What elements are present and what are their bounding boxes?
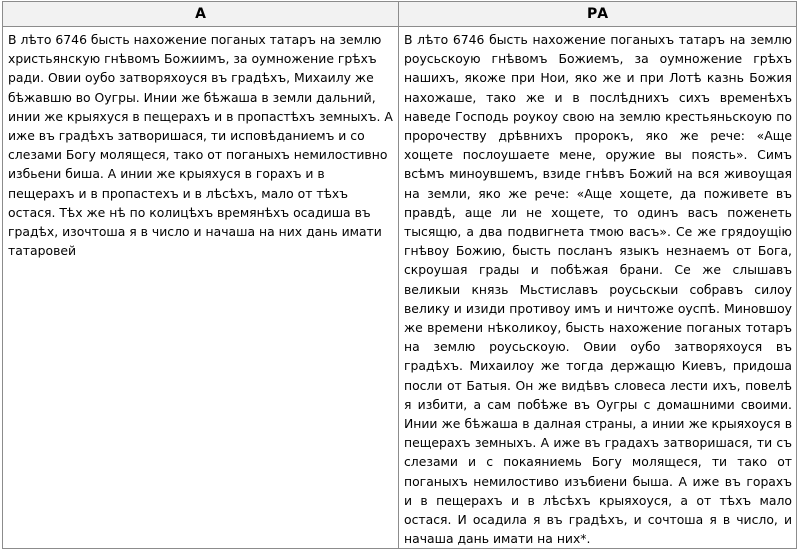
cell-ra <box>399 27 797 549</box>
table-row <box>3 27 797 549</box>
comparison-table <box>2 1 797 549</box>
text-version-ra: В лѣто 6746 бысть нахожение поганыхъ татаръ на землю роусьскоую гнѣвомъ Божиемъ, за оумножение грѣхъ нашихъ, якоже при Нои, яко же и при Лотѣ казнь Божия нахожаше, тако же и в послѣднихъ сихъ временѣхъ наведе Господь роукоу свою на землю крестьяньскоую по пророчеству дрѣвнихъ пророкъ, яко же рече: «Аще хощете послоушаете мене, оружие вы поясть». Симъ всѣмъ миноувшемъ, взиде гнѣвъ Божий на вся живоущая на земли, яко же рече: «Аще хощете, да поживете въ правдѣ, аще ли не хощете, то одинъ васъ поженеть тысящю, а два подвигнета тмою васъ». Се же грядоущію гнѣвоу Божию, бысть посланъ языкъ незнаемъ от Бога, скроушая грады и побѣжая брани. Се же слышавъ великыи князь Мьстиславъ роусьскыи собравъ силоу велику и изиди противоу имъ и ничтоже оуспѣ. Миновшоу же времени нѣколикоу, бысть нахожение поганых тотаръ на землю роусьскоую. Овии оубо затворяхоуся въ градѣхъ. Михаилоу же тогда держащю Киевъ, придоша посли от Батыя. Он же видѣвъ словеса лести ихъ, повелѣ я избити, а сам побѣже въ Оугры с домашними своими. Инии же бѣжаша в далная страны, а инии же крыяхоуся в пещерахъ земныхъ. А иже въ градахъ затворишася, ти съ слезами и с покаяниемь Богу молящеся, ти тако от поганыхъ немилостиво изъбиени быша. А иже въ горахъ и в пещерахъ и в лѣсѣхъ крыяхоуся, а от тѣхъ мало остася. И осадила я въ градѣхъ, и сочтоша я в число, и начаша дань имати на них*. <box>404 32 792 547</box>
column-header-a: А <box>3 2 399 27</box>
header-row <box>3 2 797 27</box>
column-header-ra: РА <box>399 2 797 27</box>
cell-a <box>3 27 399 549</box>
text-version-a: В лѣто 6746 бысть нахожение поганых татаръ на землю христьянскую гнѣвомъ Божиимъ, за оумножение грѣхъ ради. Овии оубо затворяхоуся въ градѣхъ, Михаилу же бѣжавшю во Оугры. Инии же бѣжаша в земли дальний, инии же крыяхуся в пещерахъ и в пропастѣхъ земныхъ. А иже въ градѣхъ затворишася, ти исповѣданиемъ и со слезами Богу молящеся, тако от поганыхъ немилостивно избьени биша. А инии же крыяхуся в горахъ и в пещерахъ и в пропастехъ и в лѣсѣхъ, мало от тѣхъ остася. Тѣх же нѣ по колицѣхъ времянѣхъ осадиша въ градѣх, изочтоша я в число и начаша на них дань имати татаровей <box>8 32 393 259</box>
